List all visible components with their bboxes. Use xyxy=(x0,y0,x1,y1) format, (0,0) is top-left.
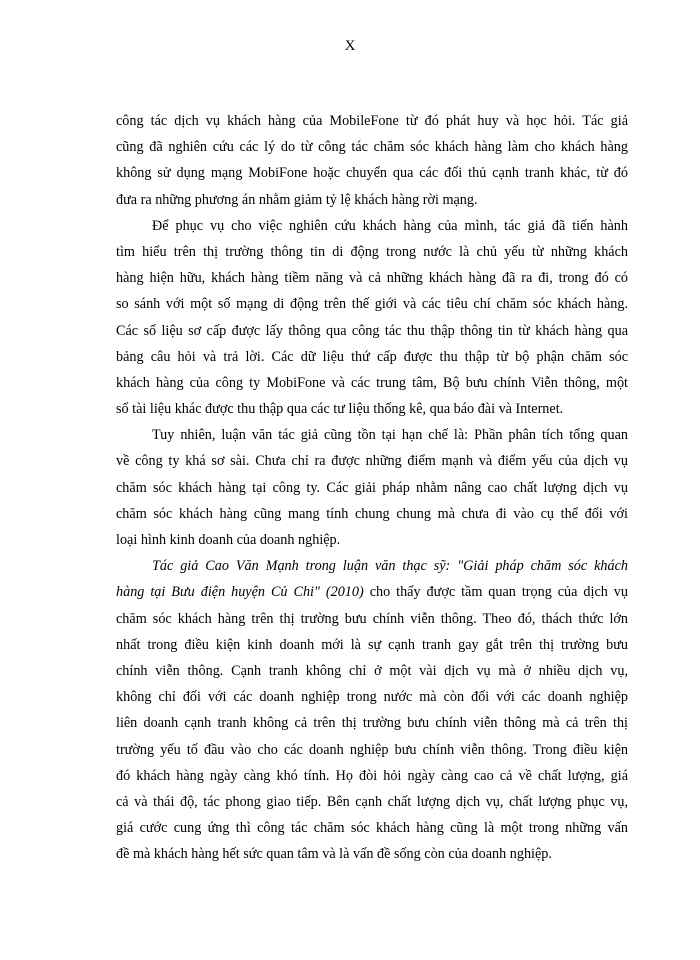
text-line: chăm sóc khách hàng trên thị trường bưu chính viễn thông. Theo đó, thách thức lớn xyxy=(116,610,628,627)
text-line: tìm hiểu trên thị trường thông tin di động trong nước là chủ yếu từ những khách xyxy=(116,243,628,260)
text-line: chính viễn thông. Cạnh tranh không chỉ ở một vài dịch vụ mà ở nhiều dịch vụ, xyxy=(116,662,628,679)
page-number: X xyxy=(344,38,356,54)
text-fragment: cho thấy được tầm quan trọng của dịch vụ xyxy=(363,584,628,601)
text-line: không sử dụng mạng MobiFone hoặc chuyển qua các đối thủ cạnh tranh khác, từ đó xyxy=(116,165,628,182)
text-line: Tuy nhiên, luận văn tác giả cũng tồn tại hạn chế là: Phần phân tích tổng quan xyxy=(152,427,628,444)
text-line: đó khách hàng ngày càng khó tính. Họ đòi hỏi ngày càng cao cả về chất lượng, giá xyxy=(116,767,628,784)
text-line: hàng hiện hữu, khách hàng tiềm năng và cả những khách hàng đã ra đi, trong đó có xyxy=(116,270,628,287)
text-line: không chỉ đối với các doanh nghiệp trong nước mà còn đối với các doanh nghiệp xyxy=(116,689,628,706)
text-line: số tài liệu khác được thu thập qua các tư liệu thống kê, qua báo đài và Internet. xyxy=(116,401,564,418)
text-line: chăm sóc khách hàng tại công ty. Các giải pháp nhằm nâng cao chất lượng dịch vụ xyxy=(116,479,628,496)
text-line: đưa ra những phương án nhằm giảm tỷ lệ khách hàng rời mạng. xyxy=(116,191,478,208)
text-line: liên doanh cạnh tranh không cả trên thị trường bưu chính viễn thông mà cả trên thị xyxy=(116,715,628,732)
text-line: Các số liệu sơ cấp được lấy thông qua công tác thu thập thông tin từ khách hàng qua xyxy=(116,322,628,339)
text-line: loại hình kinh doanh của doanh nghiệp. xyxy=(116,532,341,548)
text-line: cả và thái độ, tác phong giao tiếp. Bên cạnh chất lượng dịch vụ, chất lượng phục vụ, xyxy=(116,793,628,810)
cited-work-title: hàng tại Bưu điện huyện Củ Chi" (2010) xyxy=(116,584,364,601)
text-line: trường yếu tố đầu vào cho các doanh nghiệp bưu chính viễn thông. Trong điều kiện xyxy=(116,741,628,758)
text-line xyxy=(116,579,628,605)
text-line: đề mà khách hàng hết sức quan tâm và là vấn đề sống còn của doanh nghiệp. xyxy=(116,846,552,863)
text-line: Để phục vụ cho việc nghiên cứu khách hàng của mình, tác giả đã tiến hành xyxy=(152,217,628,234)
text-line: cũng đã nghiên cứu các lý do từ công tác chăm sóc khách hàng làm cho khách hàng xyxy=(116,139,628,156)
text-line: về công ty khá sơ sài. Chưa chỉ ra được những điểm mạnh và điểm yếu của dịch vụ xyxy=(116,453,628,470)
text-line: Tác giả Cao Văn Mạnh trong luận văn thạc sỹ: "Giải pháp chăm sóc khách xyxy=(152,558,628,575)
text-line: công tác dịch vụ khách hàng của MobileFone từ đó phát huy và học hỏi. Tác giả xyxy=(116,113,628,129)
text-line: bảng câu hỏi và trả lời. Các dữ liệu thứ cấp được thu thập từ bộ phận chăm sóc xyxy=(116,348,628,365)
text-line: so sánh với một số mạng di động trên thế giới và các tiêu chí chăm sóc khách hàng. xyxy=(116,296,628,313)
body-text xyxy=(116,108,628,867)
text-line: khách hàng của công ty MobiFone và các trung tâm, Bộ bưu chính Viễn thông, một xyxy=(116,374,628,391)
text-line: chăm sóc khách hàng cũng mang tính chung chung mà chưa đi vào cụ thể đối với xyxy=(116,505,628,522)
text-line: giá cước cung ứng thì công tác chăm sóc khách hàng cũng là một trong những vấn xyxy=(116,820,628,837)
text-line: nhất trong điều kiện kinh doanh mới là sự cạnh tranh gay gắt trên thị trường bưu xyxy=(116,636,628,653)
